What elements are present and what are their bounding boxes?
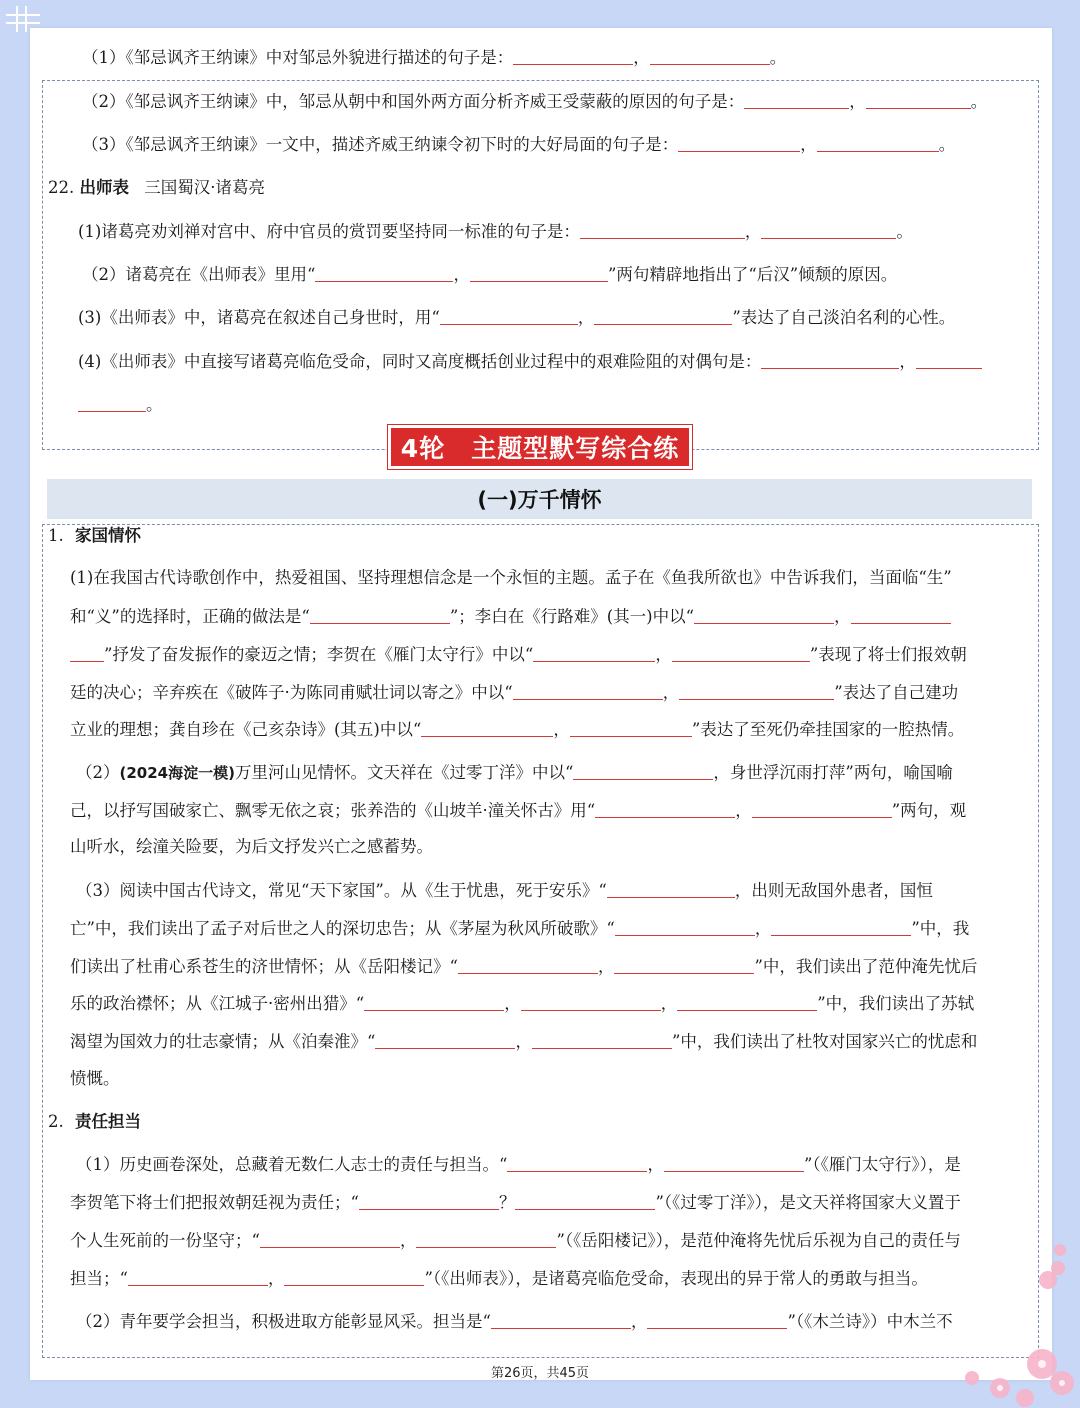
answer-blank[interactable] [416,1229,556,1248]
p2-line-2: 李贺笔下将士们把报效朝廷视为责任；“ ？ ”（《过零丁洋》），是文天祥将国家大义置于 [70,1193,961,1212]
q21-item-2: （2）《邹忌讽齐王纳谏》中，邹忌从朝中和国外两方面分析齐威王受蒙蔽的原因的句子是： ， 。 [82,92,988,111]
p1-line-9: （3）阅读中国古代诗文，常见“天下家国”。从《生于忧患，死于安乐》“ ，出则无敌国外患者，国恒 [76,881,933,900]
answer-blank[interactable] [310,605,450,624]
answer-blank[interactable] [515,1191,655,1210]
answer-blank[interactable] [866,90,971,109]
answer-blank[interactable] [664,1153,804,1172]
p1-line-5: 立业的理想；龚自珍在《己亥杂诗》(其五)中以“ ， ”表达了至死仍牵挂国家的一腔热情。 [70,720,965,739]
answer-blank[interactable] [260,1229,400,1248]
answer-blank[interactable] [744,90,849,109]
answer-blank[interactable] [570,718,692,737]
answer-blank[interactable] [916,350,982,369]
q21-item-3: （3）《邹忌讽齐王纳谏》一文中，描述齐威王纳谏令初下时的大好局面的句子是： ， 。 [82,135,956,154]
round-banner: 4轮 主题型默写综合练 [388,425,692,469]
answer-blank[interactable] [817,133,939,152]
q22-item-4: (4)《出师表》中直接写诸葛亮临危受命，同时又高度概括创业过程中的艰难险阻的对偶句是： ， [78,350,982,373]
answer-blank[interactable] [491,1310,631,1329]
p2-line-4: 担当；“ ， ”（《出师表》），是诸葛亮临危受命，表现出的异于常人的勇敢与担当。 [70,1269,928,1288]
answer-blank[interactable] [615,917,755,936]
p1-line-2: 和“义”的选择时，正确的做法是“ ”；李白在《行路难》(其一)中以“ ， [70,605,951,628]
answer-blank[interactable] [573,761,713,780]
q22-item-1: (1)诸葛亮劝刘禅对宫中、府中官员的赏罚要坚持同一标准的句子是： ， 。 [78,222,913,241]
answer-blank[interactable] [513,681,663,700]
answer-blank[interactable] [458,955,598,974]
answer-blank[interactable] [677,992,817,1011]
p1-line-6: （2）(2024海淀一模)万里河山见情怀。文天祥在《过零丁洋》中以“ ，身世浮沉雨打萍”两句，喻国喻 [76,763,953,782]
q22-item-2: （2）诸葛亮在《出师表》里用“ ， ”两句精辟地指出了“后汉”倾颓的原因。 [82,265,898,284]
p1-line-10: 亡”中，我们读出了孟子对后世之人的深切忠告；从《茅屋为秋风所破歌》“ ， ”中，我 [70,919,970,938]
q22-heading: 22. 出师表 三国蜀汉·诸葛亮 [48,178,265,197]
p1-line-7: 己，以抒写国破家亡、飘零无依之哀；张养浩的《山坡羊·潼关怀古》用“ ， ”两句，观 [70,801,967,820]
cherry-blossom-decoration [930,1238,1080,1408]
answer-blank[interactable] [761,350,899,369]
answer-blank[interactable] [78,393,146,412]
answer-blank[interactable] [595,799,735,818]
p1-heading: 1. 家国情怀 [48,526,141,545]
answer-blank[interactable] [771,917,911,936]
p1-line-14: 愤慨。 [70,1069,120,1088]
answer-blank[interactable] [375,1030,515,1049]
p1-line-12: 乐的政治襟怀；从《江城子·密州出猎》“ ， ， ”中，我们读出了苏轼 [70,994,975,1013]
answer-blank[interactable] [359,1191,499,1210]
answer-blank[interactable] [513,46,633,65]
p1-line-8: 山听水，绘潼关险要，为后文抒发兴亡之感蓄势。 [70,837,433,856]
answer-blank[interactable] [507,1153,647,1172]
answer-blank[interactable] [533,643,655,662]
section-title-bar: (一)万千情怀 [47,479,1032,519]
answer-blank[interactable] [70,643,104,662]
answer-blank[interactable] [315,263,453,282]
p1-line-1: (1)在我国古代诗歌创作中，热爱祖国、坚持理想信念是一个永恒的主题。孟子在《鱼我所欲也》中告诉我们，当面临“生” [70,568,952,587]
answer-blank[interactable] [284,1267,424,1286]
answer-blank[interactable] [607,879,735,898]
answer-blank[interactable] [580,220,745,239]
answer-blank[interactable] [761,220,896,239]
answer-blank[interactable] [752,799,892,818]
answer-blank[interactable] [650,46,770,65]
answer-blank[interactable] [421,718,553,737]
answer-blank[interactable] [128,1267,268,1286]
p2-line-3: 个人生死前的一份坚守；“ ， ”（《岳阳楼记》），是范仲淹将先忧后乐视为自己的责任与 [70,1231,961,1250]
answer-blank[interactable] [614,955,754,974]
q22-item-4-cont: 。 [78,393,163,416]
answer-blank[interactable] [532,1030,672,1049]
answer-blank[interactable] [851,605,951,624]
p2-line-1: （1）历史画卷深处，总藏着无数仁人志士的责任与担当。“ ， ”（《雁门太守行》），是 [76,1155,961,1174]
answer-blank[interactable] [679,681,834,700]
p1-line-4: 廷的决心；辛弃疾在《破阵子·为陈同甫赋壮词以寄之》中以“ ， ”表达了自己建功 [70,683,959,702]
p2-heading: 2. 责任担当 [48,1112,141,1131]
answer-blank[interactable] [672,643,810,662]
answer-blank[interactable] [521,992,661,1011]
answer-blank[interactable] [364,992,504,1011]
answer-blank[interactable] [594,306,732,325]
p2-line-5: （2）青年要学会担当，积极进取方能彰显风采。担当是“ ， ”（《木兰诗》）中木兰不 [76,1312,953,1331]
p1-line-13: 渴望为国效力的壮志豪情；从《泊秦淮》“ ， ”中，我们读出了杜牧对国家兴亡的忧虑和 [70,1032,978,1051]
p1-line-11: 们读出了杜甫心系苍生的济世情怀；从《岳阳楼记》“ ， ”中，我们读出了范仲淹先忧后 [70,957,978,976]
page-number: 第26页，共45页 [490,1366,590,1381]
answer-blank[interactable] [647,1310,787,1329]
answer-blank[interactable] [470,263,608,282]
p1-line-3: ”抒发了奋发振作的豪迈之情；李贺在《雁门太守行》中以“ ， ”表现了将士们报效朝 [70,643,967,666]
q22-item-3: (3)《出师表》中，诸葛亮在叙述自己身世时，用“ ， ”表达了自己淡泊名利的心性。 [78,308,956,327]
q21-item-1: （1）《邹忌讽齐王纳谏》中对邹忌外貌进行描述的句子是： ， 。 [82,48,787,67]
answer-blank[interactable] [694,605,834,624]
answer-blank[interactable] [440,306,578,325]
answer-blank[interactable] [678,133,800,152]
